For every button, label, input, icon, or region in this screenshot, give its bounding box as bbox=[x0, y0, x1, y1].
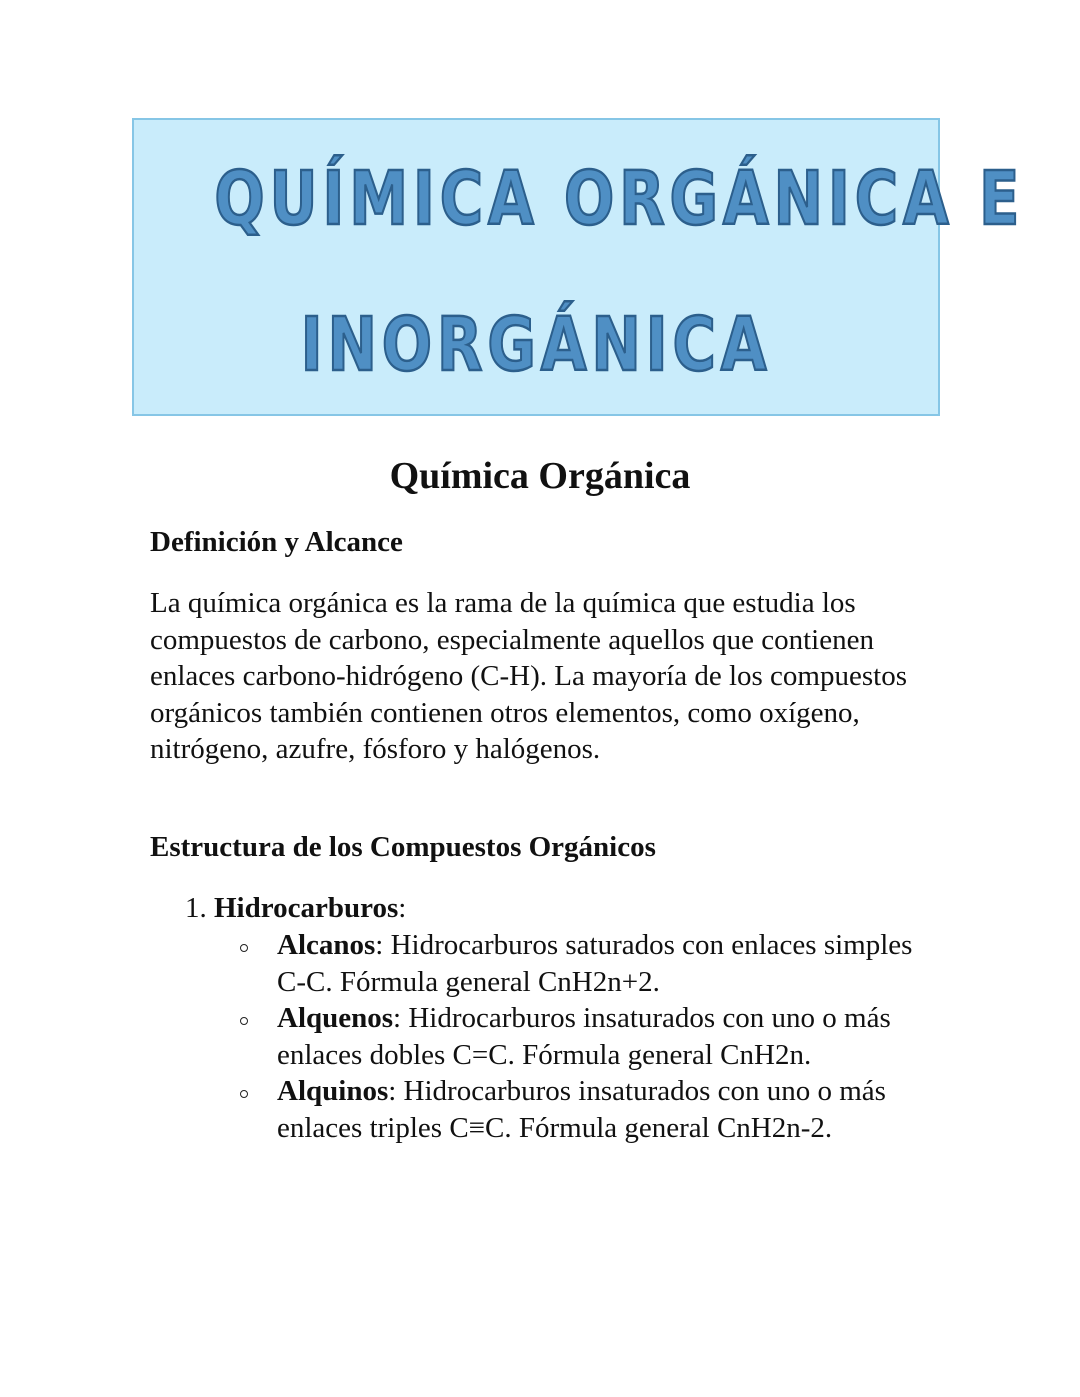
heading-definicion: Definición y Alcance bbox=[150, 526, 403, 558]
sublist-item-alquenos bbox=[277, 1000, 937, 1073]
desc-alquenos: : Hidrocarburos insaturados con uno o más enlaces dobles C=C. Fórmula general CnH2n. bbox=[277, 1002, 891, 1071]
numbered-list-item-hidrocarburos bbox=[185, 890, 406, 927]
sublist-item-alquinos bbox=[277, 1073, 937, 1146]
hollow-bullet-icon bbox=[240, 1090, 248, 1098]
sublist-item-alcanos bbox=[277, 927, 937, 1000]
term-alquinos: Alquinos bbox=[277, 1075, 389, 1107]
hidrocarburos-sublist bbox=[277, 927, 937, 1146]
term-alcanos: Alcanos bbox=[277, 929, 376, 961]
banner-title-line-2: INORGÁNICA bbox=[300, 302, 772, 388]
title-banner bbox=[132, 118, 1025, 416]
list-term-hidrocarburos: Hidrocarburos bbox=[214, 892, 399, 924]
hollow-bullet-icon bbox=[240, 944, 248, 952]
hollow-bullet-icon bbox=[240, 1017, 248, 1025]
term-alquenos: Alquenos bbox=[277, 1002, 394, 1034]
desc-alquinos: : Hidrocarburos insaturados con uno o más enlaces triples C≡C. Fórmula general CnH2n-2. bbox=[277, 1075, 886, 1144]
list-colon: : bbox=[398, 892, 407, 924]
section-title: Química Orgánica bbox=[389, 455, 691, 497]
list-number: 1. bbox=[185, 892, 207, 924]
definicion-paragraph: La química orgánica es la rama de la química que estudia los compuestos de carbono, especialmente aquellos que contienen enlaces carbono-hidrógeno (C-H). La mayoría de los compuestos orgánicos también contienen otros elementos, como oxígeno, nitrógeno, azufre, fósforo y halógenos. bbox=[150, 587, 907, 765]
banner-title-line-1: QUÍMICA ORGÁNICA E bbox=[214, 156, 1025, 242]
desc-alcanos: : Hidrocarburos saturados con enlaces simples C-C. Fórmula general CnH2n+2. bbox=[277, 929, 913, 998]
heading-estructura: Estructura de los Compuestos Orgánicos bbox=[150, 831, 656, 863]
